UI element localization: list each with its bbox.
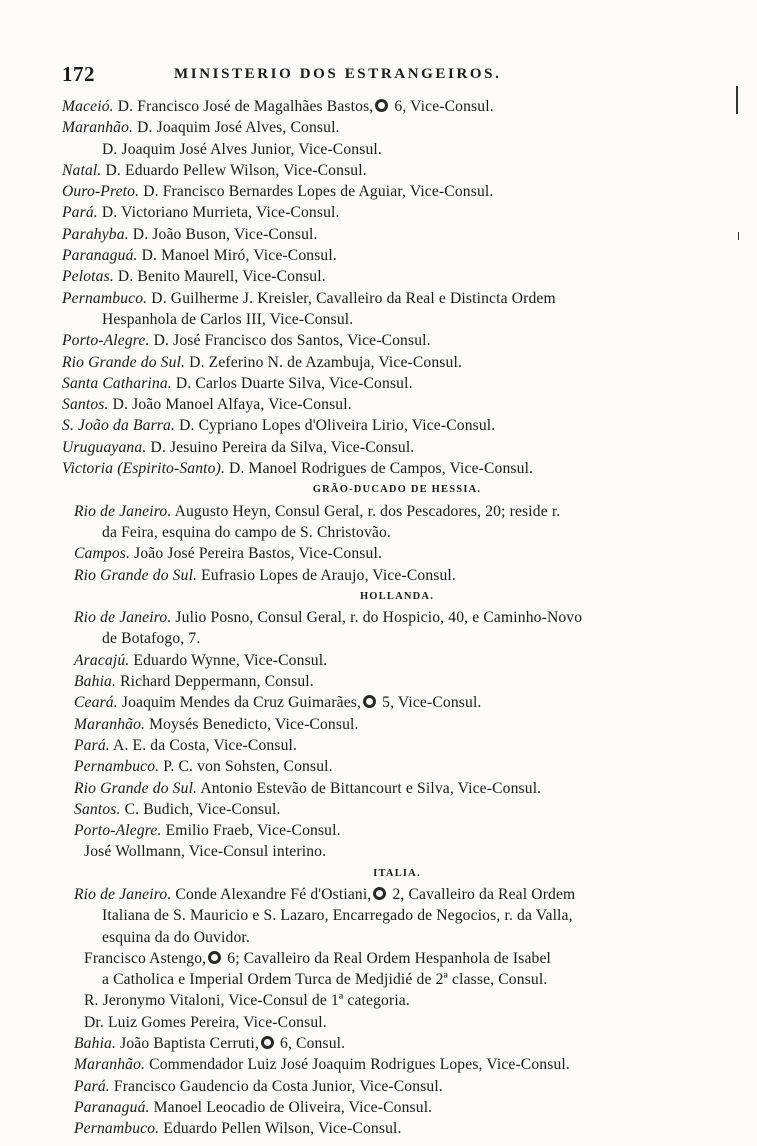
entry-text: P. C. von Sohsten, Consul. [159,758,333,776]
city-name: Victoria (Espirito-Santo). [62,460,225,478]
entry-text: João José Pereira Bastos, Vice-Consul. [130,545,383,563]
city-name: Campos. [74,545,131,563]
entry-text: Conde Alexandre Fé d'Ostiani, [171,885,372,903]
directory-line [62,884,712,905]
directory-line [62,96,712,117]
directory-line [62,820,712,841]
entry-text: D. Zeferino N. de Azambuja, Vice-Consul. [185,353,463,371]
directory-line [62,671,712,692]
margin-mark [738,232,739,240]
directory-line [62,522,712,543]
directory-line [62,415,712,436]
entry-text: R. Jeronymo Vitaloni, Vice-Consul de 1ª categoria. [84,992,410,1010]
entry-text: José Wollmann, Vice-Consul interino. [84,843,327,861]
entry-text: Dr. Luiz Gomes Pereira, Vice-Consul. [84,1013,327,1031]
entry-text: Richard Deppermann, Consul. [116,673,314,691]
entry-text: D. Carlos Duarte Silva, Vice-Consul. [171,374,413,392]
entry-text: Joaquim Mendes da Cruz Guimarães, [117,694,362,712]
city-name: Pernambuco. [62,289,148,307]
page-number: 172 [62,62,95,86]
entry-text-continued: 5, Vice-Consul. [378,694,482,712]
directory-line [62,117,712,138]
order-insignia-icon [373,887,386,900]
city-name: Porto-Alegre. [62,332,150,350]
directory-line [62,948,712,969]
entry-text: A. E. da Costa, Vice-Consul. [109,736,298,754]
entry-text: D. José Francisco dos Santos, Vice-Consul. [149,332,431,350]
page-header [62,62,702,88]
entry-text: a Catholica e Imperial Ordem Turca de Medjidié de 2ª classe, Consul. [102,971,548,989]
directory-line [62,543,712,564]
directory-line [62,160,712,181]
directory-line [62,607,712,628]
city-name: Maranhão. [74,715,146,733]
entry-text: esquina da do Ouvidor. [102,928,250,946]
city-name: Natal. [62,161,102,179]
directory-line [62,352,712,373]
directory-line [62,1076,712,1097]
city-name: Bahia. [74,1035,117,1053]
directory-line [62,202,712,223]
entry-text: D. João Manoel Alfaya, Vice-Consul. [108,396,352,414]
section-heading: HOLLANDA. [359,590,435,602]
city-name: Rio de Janeiro. [74,609,172,627]
city-name: Pernambuco. [74,1120,160,1138]
entry-text: Julio Posno, Consul Geral, r. do Hospicio, 40, e Caminho-Novo [171,609,583,627]
directory-line [62,735,712,756]
directory-line [62,330,712,351]
city-name: Pelotas. [62,268,114,286]
city-name: Bahia. [74,673,117,691]
city-name: Pará. [74,1077,110,1095]
city-name: Maranhão. [62,119,134,137]
entry-text: D. Manoel Rodrigues de Campos, Vice-Consul. [225,460,534,478]
city-name: Ouro-Preto. [62,183,140,201]
directory-line [62,266,712,287]
directory-line [62,288,712,309]
directory-line [62,373,712,394]
section-heading: GRÃO-DUCADO DE HESSIA. [312,484,482,496]
directory-line [62,458,712,479]
directory-line [62,1054,712,1075]
directory-line [62,181,712,202]
city-name: Pará. [62,204,98,222]
directory-line [62,756,712,777]
city-name: Rio Grande do Sul. [74,779,198,797]
entry-text: Moysés Benedicto, Vice-Consul. [145,715,359,733]
directory-line [62,927,712,948]
city-name: Paranaguá. [62,247,138,265]
city-name: Pernambuco. [74,758,160,776]
city-name: Paranaguá. [74,1098,150,1116]
city-name: Pará. [74,736,110,754]
directory-body [62,96,712,1140]
entry-text: da Feira, esquina do campo de S. Christovão. [102,523,391,541]
city-name: Aracajú. [74,651,130,669]
directory-line [62,969,712,990]
entry-text: Eduardo Wynne, Vice-Consul. [129,651,328,669]
entry-text: Commendador Luiz José Joaquim Rodrigues Lopes, Vice-Consul. [145,1056,570,1074]
entry-text: C. Budich, Vice-Consul. [120,800,281,818]
entry-text: D. Joaquim José Alves Junior, Vice-Consul. [102,140,382,158]
city-name: Santos. [62,396,109,414]
city-name: Ceará. [74,694,118,712]
entry-text: D. Jesuino Pereira da Silva, Vice-Consul. [146,438,415,456]
directory-line [62,990,712,1011]
entry-text: João Baptista Cerruti, [116,1035,259,1053]
directory-line [62,692,712,713]
city-name: Rio de Janeiro. [74,885,172,903]
section-heading: ITALIA. [373,867,421,879]
entry-text: D. Joaquim José Alves, Consul. [133,119,340,137]
entry-text: Augusto Heyn, Consul Geral, r. dos Pescadores, 20; reside r. [171,502,561,520]
city-name: Porto-Alegre. [74,822,162,840]
directory-line [62,394,712,415]
entry-text: Antonio Estevão de Bittancourt e Silva, Vice-Consul. [197,779,542,797]
city-name: Maceió. [62,98,114,115]
entry-text: Francisco Gaudencio da Costa Junior, Vice-Consul. [109,1077,443,1095]
order-insignia-icon [261,1036,274,1049]
entry-text-continued: 6, Vice-Consul. [390,98,494,115]
entry-text: D. Guilherme J. Kreisler, Cavalleiro da Real e Distincta Ordem [147,289,556,307]
entry-text-continued: 6, Consul. [275,1035,346,1053]
margin-mark [736,86,738,114]
entry-text: Hespanhola de Carlos III, Vice-Consul. [102,310,354,328]
entry-text: Italiana de S. Mauricio e S. Lazaro, Encarregado de Negocios, r. da Valla, [102,907,573,925]
order-insignia-icon [208,951,221,964]
city-name: Uruguayana. [62,438,147,456]
entry-text-continued: 2, Cavalleiro da Real Ordem [388,885,576,903]
directory-line [62,565,712,586]
entry-text: Manoel Leocadio de Oliveira, Vice-Consul. [149,1098,433,1116]
entry-text: D. Francisco Bernardes Lopes de Aguiar, Vice-Consul. [139,183,494,201]
entry-text: D. Manoel Miró, Vice-Consul. [137,247,337,265]
city-name: Rio Grande do Sul. [74,566,198,584]
entry-text: Francisco Astengo, [84,949,207,967]
entry-text: D. Cypriano Lopes d'Oliveira Lirio, Vice-Consul. [175,417,496,435]
directory-line [62,1012,712,1033]
city-name: Rio Grande do Sul. [62,353,186,371]
directory-line [62,714,712,735]
entry-text: D. Victoriano Murrieta, Vice-Consul. [97,204,340,222]
directory-line [62,799,712,820]
directory-line [62,501,712,522]
city-name: Santos. [74,800,121,818]
city-name: Parahyba. [62,225,129,243]
directory-line [62,778,712,799]
order-insignia-icon [375,99,388,112]
directory-line [62,905,712,926]
directory-line [62,224,712,245]
entry-text: D. Francisco José de Magalhães Bastos, [113,98,374,115]
entry-text: Eufrasio Lopes de Araujo, Vice-Consul. [197,566,456,584]
running-title: MINISTERIO DOS ESTRANGEIROS. [174,66,502,82]
directory-line [62,628,712,649]
city-name: Maranhão. [74,1056,146,1074]
city-name: Santa Catharina. [62,374,172,392]
directory-line [62,1033,712,1054]
city-name: Rio de Janeiro. [74,502,172,520]
entry-text: de Botafogo, 7. [102,630,201,648]
entry-text-continued: 6; Cavalleiro da Real Ordem Hespanhola de Isabel [223,949,552,967]
directory-line [62,139,712,160]
entry-text: D. Benito Maurell, Vice-Consul. [113,268,326,286]
directory-line [62,1118,712,1139]
directory-line [62,841,712,862]
directory-line [62,437,712,458]
city-name: S. João da Barra. [62,417,176,435]
entry-text: D. João Buson, Vice-Consul. [128,225,318,243]
directory-line [62,245,712,266]
entry-text: Emilio Fraeb, Vice-Consul. [161,822,341,840]
directory-line [62,309,712,330]
directory-line [62,1097,712,1118]
entry-text: D. Eduardo Pellew Wilson, Vice-Consul. [101,161,367,179]
order-insignia-icon [363,695,376,708]
directory-line [62,650,712,671]
entry-text: Eduardo Pellen Wilson, Vice-Consul. [159,1120,402,1138]
